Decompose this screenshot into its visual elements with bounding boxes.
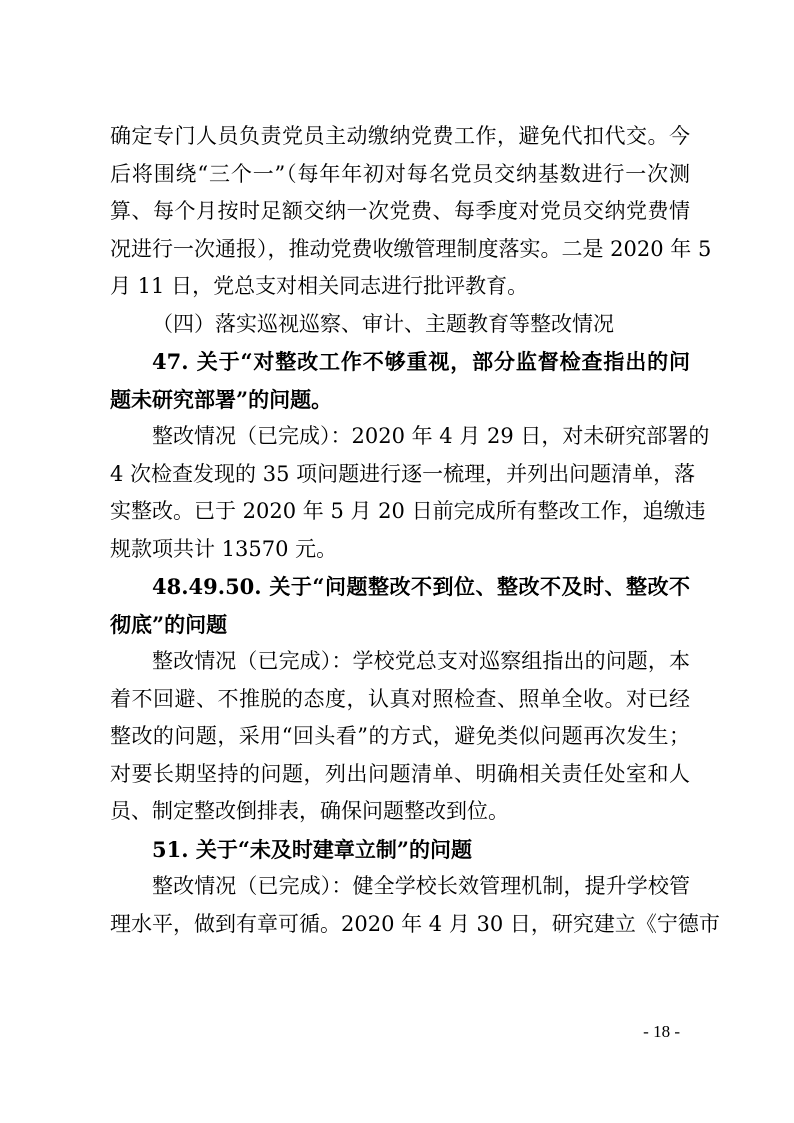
text-line: （四）落实巡视巡察、审计、主题教育等整改情况 <box>152 311 614 336</box>
heading-line: 题未研究部署”的问题。 <box>110 386 333 412</box>
text-line: 整改情况（已完成）：2020 年 4 月 29 日，对未研究部署的 <box>152 424 710 448</box>
text-line: 整改的问题，采用“回头看”的方式，避免类似问题再次发生； <box>110 724 690 748</box>
text-line: 规款项共计 13570 元。 <box>110 536 338 561</box>
text-line: 整改情况（已完成）：学校党总支对巡察组指出的问题，本 <box>152 649 690 673</box>
text-line: 后将围绕“三个一”（每年年初对每名党员交纳基数进行一次测 <box>110 161 690 186</box>
document-body <box>110 118 720 943</box>
text-line: 理水平，做到有章可循。2020 年 4 月 30 日，研究建立《宁德市 <box>110 911 720 936</box>
heading-line: 彻底”的问题 <box>110 611 228 637</box>
heading-line: 47. 关于“对整改工作不够重视，部分监督检查指出的问 <box>152 349 690 374</box>
text-line: 月 11 日，党总支对相关同志进行批评教育。 <box>110 274 529 298</box>
page-number: - 18 - <box>643 1022 680 1041</box>
text-line: 确定专门人员负责党员主动缴纳党费工作，避免代扣代交。今 <box>110 124 690 148</box>
text-line: 员、制定整改倒排表，确保问题整改到位。 <box>110 799 509 823</box>
heading-line: 48.49.50. 关于“问题整改不到位、整改不及时、整改不 <box>152 574 690 599</box>
text-line: 对要长期坚持的问题，列出问题清单、明确相关责任处室和人 <box>110 761 690 786</box>
text-line: 着不回避、不推脱的态度，认真对照检查、照单全收。对已经 <box>110 686 690 711</box>
text-line: 整改情况（已完成）：健全学校长效管理机制，提升学校管 <box>152 874 690 898</box>
text-line: 算、每个月按时足额交纳一次党费、每季度对党员交纳党费情 <box>110 199 690 223</box>
text-line: 况进行一次通报），推动党费收缴管理制度落实。二是 2020 年 5 <box>110 236 712 261</box>
text-line: 4 次检查发现的 35 项问题进行逐一梳理，并列出问题清单，落 <box>110 461 696 486</box>
heading-line: 51. 关于“未及时建章立制”的问题 <box>152 836 473 862</box>
text-line: 实整改。已于 2020 年 5 月 20 日前完成所有整改工作，追缴违 <box>110 499 706 523</box>
